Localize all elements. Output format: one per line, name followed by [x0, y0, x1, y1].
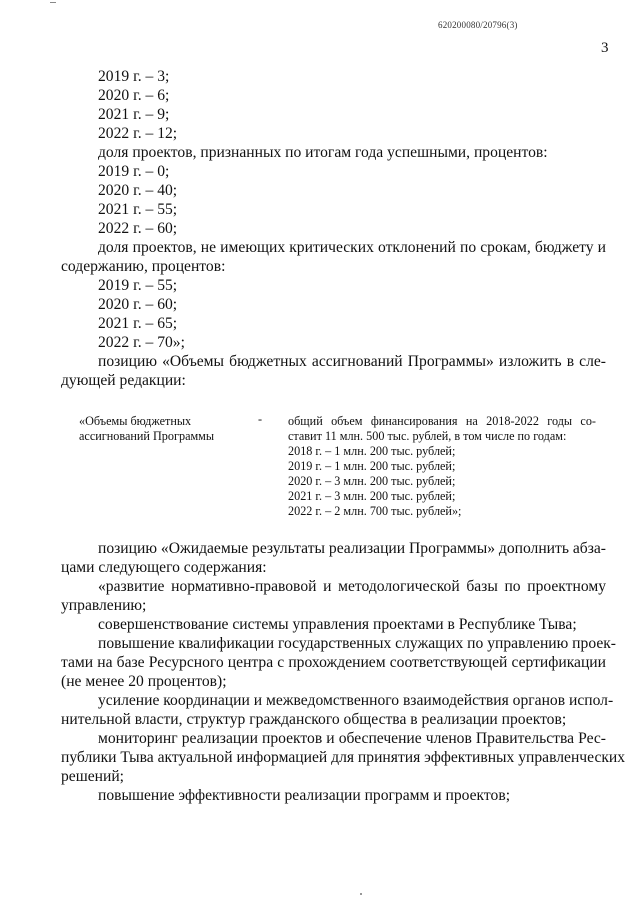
- indicator-line: 2019 г. – 55;: [98, 277, 178, 294]
- budget-left-label: «Объемы бюджетных: [79, 414, 192, 428]
- share-no-deviation-label-cont: содержанию, процентов:: [61, 258, 226, 275]
- budget-right-line: 2019 г. – 1 млн. 200 тыс. рублей;: [288, 459, 456, 473]
- result-paragraph: повышение квалификации государственных служащих по управлению проек-: [98, 635, 617, 652]
- indicator-line: 2019 г. – 3;: [98, 68, 170, 85]
- indicator-line: 2021 г. – 55;: [98, 201, 178, 218]
- budget-dash: -: [258, 412, 263, 426]
- page-number: 3: [601, 40, 609, 56]
- indicator-line: 2022 г. – 12;: [98, 125, 178, 142]
- share-successful-label: доля проектов, признанных по итогам года успешными, процентов:: [98, 144, 548, 161]
- document-id: 620200080/20796(3): [438, 20, 518, 30]
- scan-mark: [50, 2, 56, 3]
- result-paragraph-cont: решений;: [61, 768, 125, 785]
- budget-position-intro: позицию «Объемы бюджетных ассигнований Программы» изложить в сле-: [98, 353, 606, 370]
- indicator-line: 2019 г. – 0;: [98, 163, 170, 180]
- result-paragraph-cont: (не менее 20 процентов);: [61, 673, 227, 690]
- indicator-line: 2020 г. – 6;: [98, 87, 170, 104]
- result-paragraph: усиление координации и межведомственного взаимодействия органов испол-: [98, 692, 614, 709]
- indicator-line: 2021 г. – 65;: [98, 315, 178, 332]
- share-no-deviation-label: доля проектов, не имеющих критических отклонений по срокам, бюджету и: [98, 239, 606, 256]
- result-paragraph: мониторинг реализации проектов и обеспечение членов Правительства Рес-: [98, 730, 606, 747]
- result-paragraph: «развитие нормативно-правовой и методологической базы по проектному: [98, 578, 606, 595]
- indicator-line: 2020 г. – 60;: [98, 296, 178, 313]
- budget-right-line: ставит 11 млн. 500 тыс. рублей, в том числе по годам:: [288, 429, 567, 443]
- indicator-line: 2020 г. – 40;: [98, 182, 178, 199]
- result-paragraph: совершенствование системы управления проектами в Республике Тыва;: [98, 616, 577, 633]
- result-paragraph-cont: публики Тыва актуальной информацией для принятия эффективных управленческих: [61, 749, 626, 766]
- budget-right-line: 2022 г. – 2 млн. 700 тыс. рублей»;: [288, 504, 462, 518]
- result-paragraph: повышение эффективности реализации программ и проектов;: [98, 787, 511, 804]
- result-paragraph-cont: тами на базе Ресурсного центра с прохождением соответствующей сертификации: [61, 654, 606, 671]
- indicator-line: 2022 г. – 70»;: [98, 334, 185, 351]
- budget-position-intro-cont: дующей редакции:: [61, 372, 186, 389]
- indicator-line: 2021 г. – 9;: [98, 106, 170, 123]
- budget-right-line: 2021 г. – 3 млн. 200 тыс. рублей;: [288, 489, 456, 503]
- results-position-intro-cont: цами следующего содержания:: [61, 559, 267, 576]
- result-paragraph-cont: нительной власти, структур гражданского общества в реализации проектов;: [61, 711, 567, 728]
- budget-right-line: 2020 г. – 3 млн. 200 тыс. рублей;: [288, 474, 456, 488]
- scan-speck: [360, 893, 362, 895]
- indicator-line: 2022 г. – 60;: [98, 220, 178, 237]
- budget-right-line: 2018 г. – 1 млн. 200 тыс. рублей;: [288, 444, 456, 458]
- budget-left-label-cont: ассигнований Программы: [79, 429, 215, 443]
- results-position-intro: позицию «Ожидаемые результаты реализации Программы» дополнить абза-: [98, 540, 606, 557]
- budget-right-line: общий объем финансирования на 2018-2022 годы со-: [288, 414, 596, 428]
- result-paragraph-cont: управлению;: [61, 597, 147, 614]
